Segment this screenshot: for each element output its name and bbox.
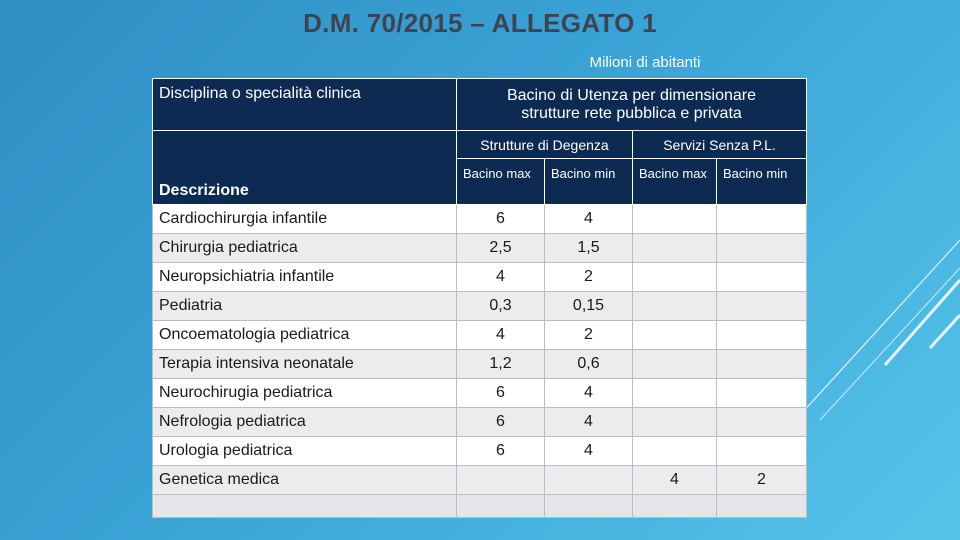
degenza-min-cell: 4	[545, 379, 633, 408]
degenza-min-cell: 2	[545, 263, 633, 292]
servizi-min-cell	[717, 437, 807, 466]
servizi-min-cell	[717, 263, 807, 292]
discipline-name: Terapia intensiva neonatale	[153, 350, 457, 379]
degenza-max-cell: 6	[457, 437, 545, 466]
degenza-max-cell: 2,5	[457, 234, 545, 263]
degenza-min-cell: 2	[545, 321, 633, 350]
servizi-min-cell	[717, 234, 807, 263]
table-row	[153, 321, 807, 350]
servizi-max-cell	[633, 350, 717, 379]
decorative-lines	[790, 220, 960, 430]
degenza-max-cell: 6	[457, 408, 545, 437]
discipline-name: Urologia pediatrica	[153, 437, 457, 466]
discipline-name: Neuropsichiatria infantile	[153, 263, 457, 292]
empty-cell	[633, 495, 717, 518]
discipline-name: Cardiochirurgia infantile	[153, 205, 457, 234]
degenza-max-cell: 1,2	[457, 350, 545, 379]
degenza-max-cell: 4	[457, 263, 545, 292]
table-row	[153, 234, 807, 263]
discipline-name: Neurochirugia pediatrica	[153, 379, 457, 408]
servizi-min-cell: 2	[717, 466, 807, 495]
table-row	[153, 205, 807, 234]
slide-title: D.M. 70/2015 – ALLEGATO 1	[303, 8, 657, 38]
servizi-min-cell	[717, 379, 807, 408]
table-row	[153, 466, 807, 495]
table-row	[153, 350, 807, 379]
header-discipline: Disciplina o specialità clinica	[153, 79, 457, 131]
empty-cell	[153, 495, 457, 518]
header-servizi-bacino-min: Bacino min	[717, 159, 807, 205]
units-label: Milioni di abitanti	[589, 54, 701, 71]
degenza-max-cell: 4	[457, 321, 545, 350]
table-row	[153, 408, 807, 437]
table-row	[153, 263, 807, 292]
servizi-max-cell	[633, 379, 717, 408]
table-row	[153, 379, 807, 408]
servizi-min-cell	[717, 408, 807, 437]
discipline-name: Oncoematologia pediatrica	[153, 321, 457, 350]
table-row	[153, 292, 807, 321]
servizi-min-cell	[717, 350, 807, 379]
servizi-max-cell	[633, 292, 717, 321]
header-degenza-bacino-min: Bacino min	[545, 159, 633, 205]
empty-row	[153, 495, 807, 518]
servizi-max-cell	[633, 408, 717, 437]
header-servizi-bacino-max: Bacino max	[633, 159, 717, 205]
servizi-max-cell: 4	[633, 466, 717, 495]
degenza-min-cell: 0,15	[545, 292, 633, 321]
header-degenza-bacino-max: Bacino max	[457, 159, 545, 205]
servizi-max-cell	[633, 234, 717, 263]
servizi-max-cell	[633, 263, 717, 292]
header-descrizione: Descrizione	[153, 131, 457, 205]
discipline-name: Nefrologia pediatrica	[153, 408, 457, 437]
servizi-min-cell	[717, 205, 807, 234]
servizi-max-cell	[633, 437, 717, 466]
empty-cell	[717, 495, 807, 518]
servizi-min-cell	[717, 292, 807, 321]
header-bacino-utenza: Bacino di Utenza per dimensionare strutture rete pubblica e privata	[457, 79, 807, 131]
degenza-min-cell	[545, 466, 633, 495]
degenza-max-cell: 6	[457, 205, 545, 234]
degenza-max-cell	[457, 466, 545, 495]
empty-cell	[457, 495, 545, 518]
degenza-min-cell: 1,5	[545, 234, 633, 263]
empty-cell	[545, 495, 633, 518]
degenza-max-cell: 6	[457, 379, 545, 408]
discipline-name: Chirurgia pediatrica	[153, 234, 457, 263]
header-strutture-degenza: Strutture di Degenza	[457, 131, 633, 159]
degenza-max-cell: 0,3	[457, 292, 545, 321]
table-row	[153, 437, 807, 466]
discipline-name: Pediatria	[153, 292, 457, 321]
degenza-min-cell: 0,6	[545, 350, 633, 379]
data-table	[152, 78, 807, 518]
header-servizi-senza-pl: Servizi Senza P.L.	[633, 131, 807, 159]
degenza-min-cell: 4	[545, 408, 633, 437]
discipline-name: Genetica medica	[153, 466, 457, 495]
degenza-min-cell: 4	[545, 437, 633, 466]
degenza-min-cell: 4	[545, 205, 633, 234]
servizi-min-cell	[717, 321, 807, 350]
servizi-max-cell	[633, 321, 717, 350]
servizi-max-cell	[633, 205, 717, 234]
